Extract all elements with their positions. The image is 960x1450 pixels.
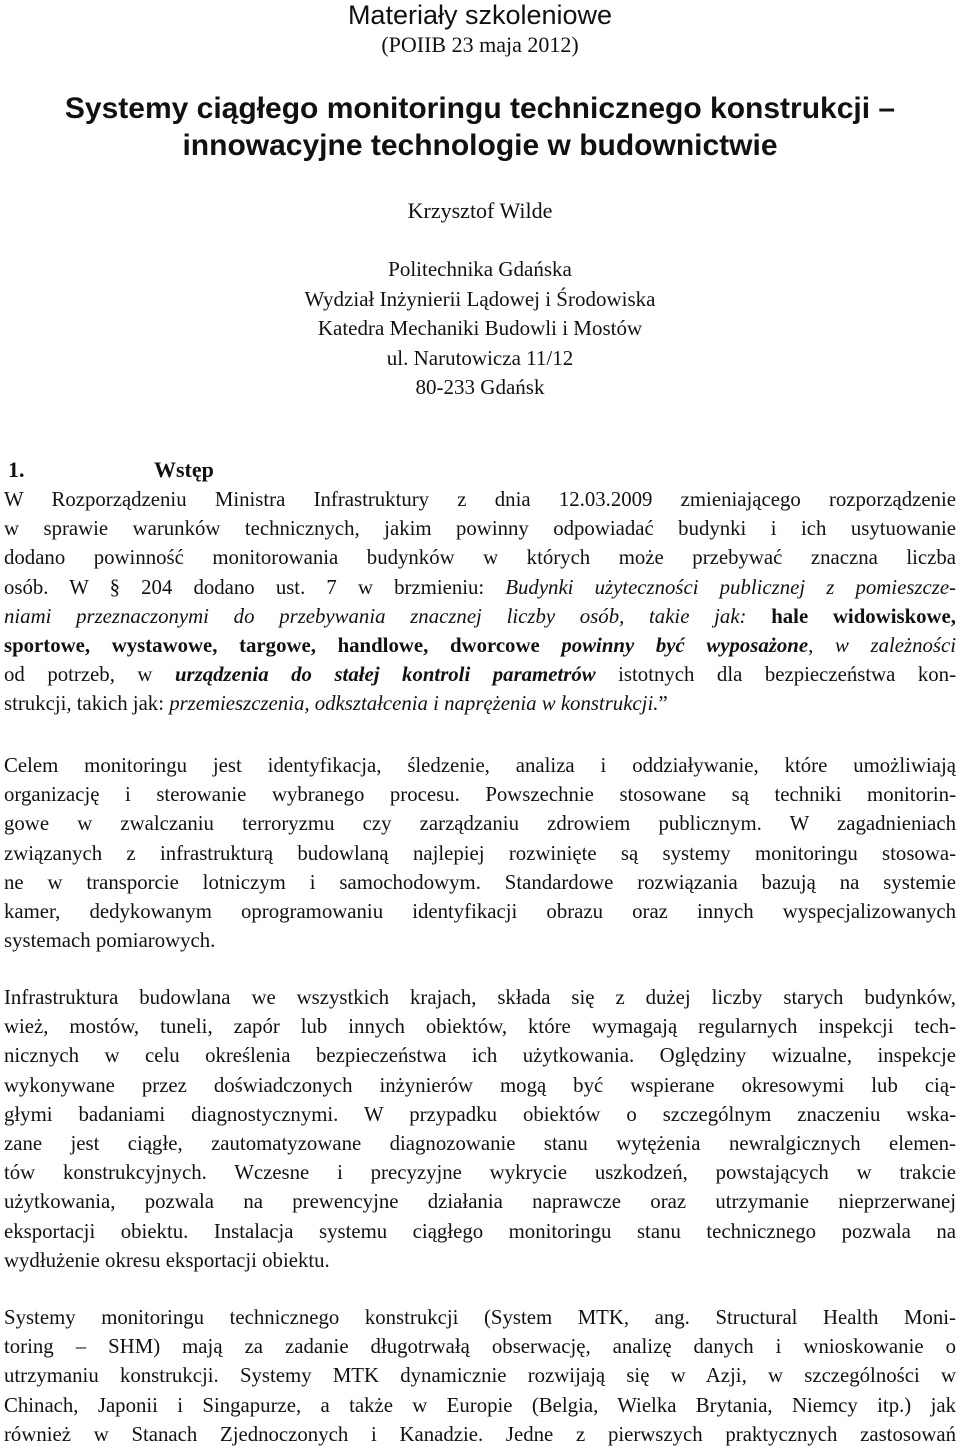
paragraph-line — [4, 689, 956, 718]
header-title: Materiały szkoleniowe — [347, 0, 613, 30]
affiliation-line: 80-233 Gdańsk — [415, 375, 545, 399]
affiliation-line: Wydział Inżynierii Lądowej i Środowiska — [304, 286, 656, 311]
bold-italic-segment: urządzenia do stałej kontroli parametrów — [174, 663, 596, 687]
quote-segment: , w zależności — [808, 634, 956, 658]
section-title: Wstęp — [154, 457, 214, 482]
line-segment: istotnych dla bezpieczeństwa kon- — [595, 663, 956, 687]
affiliation-block — [0, 255, 960, 403]
paragraph-line: ne w transporcie lotniczym i samochodowym. Standardowe rozwiązania bazują na systemie — [4, 870, 956, 894]
paragraph-line: w sprawie warunków technicznych, jakim powinny odpowiadać budynki i ich usytuowanie — [4, 517, 956, 541]
paragraph-intro — [4, 485, 956, 719]
section-heading — [8, 456, 214, 484]
paragraph-line: dodano powinność monitorowania budynków w których może przebywać znaczna liczba — [4, 546, 956, 570]
affiliation-line: ul. Narutowicza 11/12 — [386, 345, 574, 370]
quote-segment: przemieszczenia, odkształcenia i naprężenia w konstrukcji. — [169, 692, 659, 716]
line-segment: strukcji, takich jak: — [4, 692, 170, 716]
paragraph-infrastructure — [4, 983, 956, 1275]
document-title — [0, 90, 960, 164]
paragraph-line: Chinach, Japonii i Singapurze, a także w Europie (Belgia, Wielka Brytania, Niemcy itp.) jak — [4, 1393, 956, 1417]
paragraph-line: eksportacji obiektu. Instalacja systemu ciągłego monitoringu stanu technicznego pozwala na — [4, 1219, 956, 1243]
line-segment: od potrzeb, w — [4, 663, 175, 687]
paragraph-line: toring – SHM) mają za zadanie długotrwałą obserwację, analizę danych i wnioskowanie o — [4, 1335, 956, 1359]
paragraph-line: wykonywane przez doświadczonych inżynierów mogą być wspierane okresowymi lub cią- — [4, 1073, 956, 1097]
paragraph-line: W Rozporządzeniu Ministra Infrastruktury z dnia 12.03.2009 zmieniającego rozporządzenie — [4, 488, 956, 511]
affiliation-line: Politechnika Gdańska — [388, 257, 572, 281]
paragraph-line: systemach pomiarowych. — [4, 929, 216, 953]
paragraph-line: nicznych w celu określenia bezpieczeństwa ich użytkowania. Oględziny wizualne, inspekcje — [4, 1044, 956, 1068]
paragraph-line: tów konstrukcyjnych. Wczesne i precyzyjne wykrycie uszkodzeń, powstających w trakcie — [4, 1161, 956, 1185]
paragraph-line: Systemy monitoringu technicznego konstrukcji (System MTK, ang. Structural Health Moni- — [4, 1306, 956, 1329]
document-title-line-1: Systemy ciągłego monitoringu technicznego konstrukcji – — [64, 92, 896, 125]
paragraph-line — [4, 660, 956, 689]
document-title-line-2: innowacyjne technologie w budownictwie — [182, 129, 778, 162]
quote-segment: Budynki użyteczności publicznej z pomieszcze- — [505, 575, 956, 599]
paragraph-line — [4, 573, 956, 602]
line-segment: ” — [658, 692, 668, 716]
section-number: 1. — [8, 457, 25, 482]
paragraph-line: wydłużenie okresu eksportacji obiektu. — [4, 1248, 330, 1272]
paragraph-shm-systems — [4, 1303, 956, 1449]
paragraph-line: użytkowania, pozwala na prewencyjne działania naprawcze oraz utrzymanie nieprzerwanej — [4, 1190, 956, 1214]
paragraph-line: kamer, dedykowanym oprogramowaniu identyfikacji obrazu oraz innych wyspecjalizowanych — [4, 900, 956, 924]
header-subtitle: (POIIB 23 maja 2012) — [381, 32, 579, 57]
paragraph-line: związanych z infrastrukturą budowlaną najlepiej rozwinięte są systemy monitoringu stosowa- — [4, 841, 956, 865]
paragraph-line: utrzymaniu konstrukcji. Systemy MTK dynamicznie rozwijają się w Azji, w szczególności w — [4, 1364, 956, 1388]
bold-italic-segment: powinny być wyposażone — [561, 634, 809, 658]
paragraph-monitoring-goal — [4, 751, 956, 955]
paragraph-line — [4, 631, 956, 660]
paragraph-line: organizację i sterowanie wybranego procesu. Powszechnie stosowane są techniki monitorin- — [4, 783, 956, 807]
paragraph-line: również w Stanach Zjednoczonych i Kanadzie. Jedne z pierwszych praktycznych zastosowań — [4, 1422, 956, 1446]
paragraph-line: głymi badaniami diagnostycznymi. W przypadku obiektów o szczególnym znaczeniu wska- — [4, 1102, 956, 1126]
line-segment: osób. W § 204 dodano ust. 7 w brzmieniu: — [4, 575, 506, 599]
paragraph-line — [4, 602, 956, 631]
paragraph-line: gowe w zwalczaniu terroryzmu czy zarządzaniu zdrowiem publicznym. W zagadnieniach — [4, 812, 956, 836]
bold-segment: hale widowiskowe, — [771, 604, 956, 628]
paragraph-line: Infrastruktura budowlana we wszystkich krajach, składa się z dużej liczby starych budynków, — [4, 986, 956, 1009]
author-name: Krzysztof Wilde — [407, 198, 553, 223]
paragraph-line: wież, mostów, tuneli, zapór lub innych obiektów, które wymagają regularnych inspekcji tech- — [4, 1015, 956, 1039]
affiliation-line: Katedra Mechaniki Budowli i Mostów — [317, 316, 643, 340]
paragraph-line: zane jest ciągłe, zautomatyzowane diagnozowanie stanu wytężenia newralgicznych elemen- — [4, 1132, 956, 1156]
bold-segment: sportowe, wystawowe, targowe, handlowe, dworcowe — [4, 634, 562, 658]
quote-segment: niami przeznaczonymi do przebywania znacznej liczby osób, takie jak: — [4, 604, 772, 628]
paragraph-line: Celem monitoringu jest identyfikacja, śledzenie, analiza i oddziaływanie, które umożliwiają — [4, 754, 956, 777]
